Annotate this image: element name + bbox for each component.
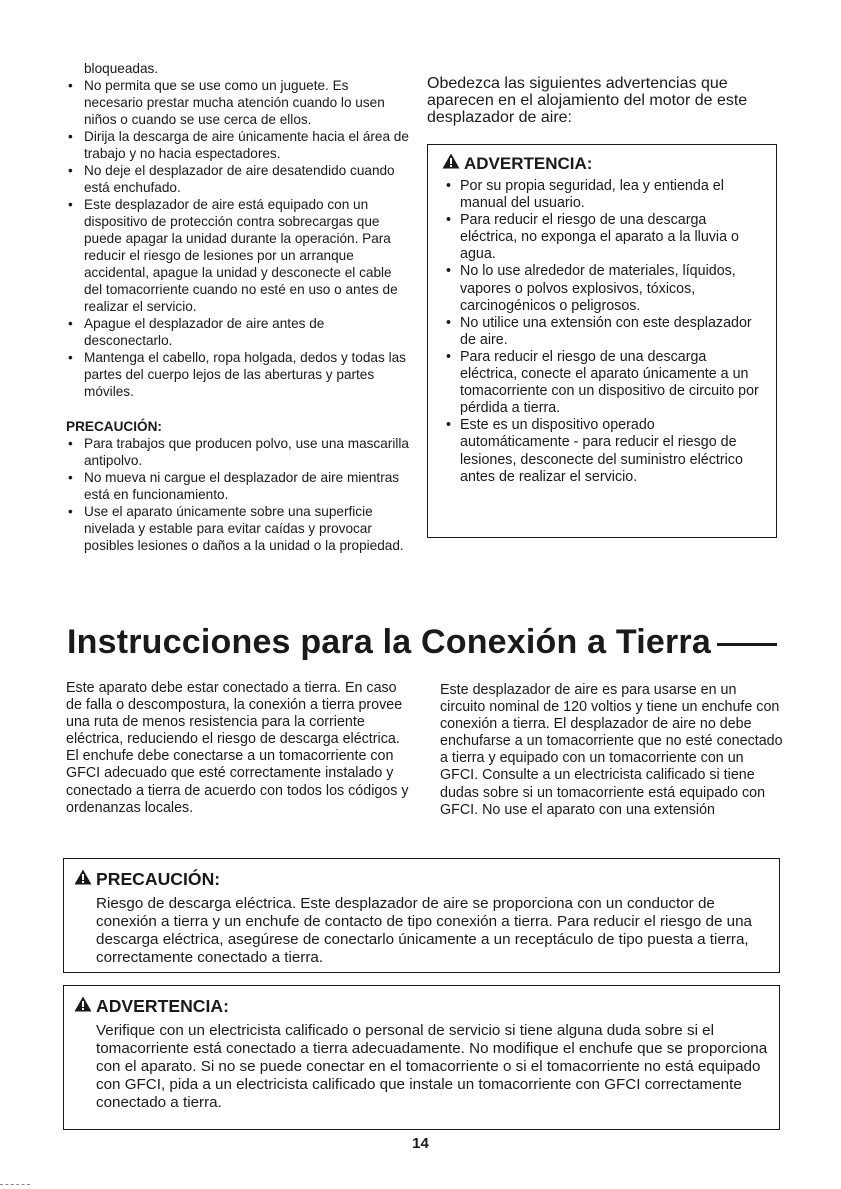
warning-list	[442, 178, 766, 486]
page-number: 14	[412, 1135, 429, 1152]
list-item: • No utilice una extensión con este desplazador de aire.	[442, 315, 766, 349]
continued-text: bloqueadas.	[84, 61, 159, 76]
warning-title: ADVERTENCIA:	[464, 153, 593, 173]
caution-list	[66, 435, 411, 554]
grounding-paragraph-right: Este desplazador de aire es para usarse en un circuito nominal de 120 voltios y tiene un enchufe con conexión a tierra. El desplazador de aire no debe enchufarse a un tomacorriente que no esté conectado a tierra y equipado con un tomacorriente con un GFCI. Consulte a un electricista calificado si tiene dudas sobre si un tomacorriente está equipado con GFCI. No use el aparato con una extensión	[440, 682, 783, 818]
safety-rules-column	[66, 60, 411, 554]
warning-title: ADVERTENCIA:	[96, 996, 229, 1016]
list-item: • Para reducir el riesgo de una descarga eléctrica, no exponga el aparato a la lluvia o agua.	[442, 212, 766, 263]
list-item: • Este es un dispositivo operado automáticamente - para reducir el riesgo de lesiones, desconecte del suministro eléctrico antes de realizar el servicio.	[442, 417, 766, 485]
warning-box-grounding	[63, 985, 780, 1130]
list-item: • No mueva ni cargue el desplazador de aire mientras está en funcionamiento.	[66, 469, 411, 503]
section-title: Instrucciones para la Conexión a Tierra	[67, 622, 711, 661]
heading-rule	[717, 643, 777, 646]
warning-heading	[74, 996, 769, 1016]
list-item: • Dirija la descarga de aire únicamente hacia el área de trabajo y no hacia espectadores.	[66, 128, 411, 162]
list-item: • No deje el desplazador de aire desatendido cuando está enchufado.	[66, 162, 411, 196]
motor-housing-intro: Obedezca las siguientes advertencias que aparecen en el alojamiento del motor de este desplazador de aire:	[427, 75, 748, 126]
list-item: • No lo use alrededor de materiales, líquidos, vapores o polvos explosivos, tóxicos, carcinogénicos o peligrosos.	[442, 263, 766, 314]
list-item: • Para reducir el riesgo de una descarga eléctrica, conecte el aparato únicamente a un tomacorriente con un dispositivo de circuito por pérdida a tierra.	[442, 349, 766, 417]
list-item: • Mantenga el cabello, ropa holgada, dedos y todas las partes del cuerpo lejos de las aberturas y partes móviles.	[66, 349, 411, 400]
warning-box-housing	[427, 144, 777, 538]
list-item: • Apague el desplazador de aire antes de desconectarlo.	[66, 315, 411, 349]
list-item: • Por su propia seguridad, lea y entienda el manual del usuario.	[442, 178, 766, 212]
warning-triangle-icon	[442, 153, 460, 174]
list-item: • Este desplazador de aire está equipado con un dispositivo de protección contra sobrecargas que puede apagar la unidad durante la operación. Para reducir el riesgo de lesiones por un arranque accidental, apague la unidad y desconecte el cable del tomacorriente cuando no esté en uso o antes de realizar el servicio.	[66, 196, 411, 315]
crop-mark	[0, 1184, 30, 1186]
list-item: • Para trabajos que producen polvo, use una mascarilla antipolvo.	[66, 435, 411, 469]
section-heading	[67, 620, 777, 664]
list-item: • No permita que se use como un juguete. Es necesario prestar mucha atención cuando lo usen niños o cuando se use cerca de ellos.	[66, 77, 411, 128]
warning-triangle-icon	[74, 996, 92, 1016]
list-item: • Use el aparato únicamente sobre una superficie nivelada y estable para evitar caídas y provocar posibles lesiones o daños a la unidad o la propiedad.	[66, 503, 411, 554]
warning-body: Verifique con un electricista calificado o personal de servicio si tiene alguna duda sobre si el tomacorriente está conectado a tierra adecuadamente. No modifique el enchufe que se proporciona con el aparato. Si no se puede conectar en el tomacorriente o si el tomacorriente no está equipado con GFCI, pida a un electricista calificado que instale un tomacorriente con GFCI correctamente conectado a tierra.	[96, 1022, 768, 1111]
safety-rules-list	[66, 77, 411, 400]
caution-title: PRECAUCIÓN:	[96, 869, 221, 889]
caution-subheading: PRECAUCIÓN:	[66, 419, 162, 434]
caution-body: Riesgo de descarga eléctrica. Este desplazador de aire se proporciona con un conductor de conexión a tierra y un enchufe de contacto de tipo conexión a tierra. Para reducir el riesgo de una descarga eléctrica, asegúrese de conectarlo únicamente a un receptáculo de tipo puesta a tierra, correctamente conectado a tierra.	[96, 895, 752, 966]
warning-heading	[442, 153, 766, 174]
caution-heading	[74, 869, 769, 889]
caution-box	[63, 858, 780, 973]
warning-triangle-icon	[74, 869, 92, 889]
grounding-paragraph-left: Este aparato debe estar conectado a tierra. En caso de falla o descompostura, la conexión a tierra provee una ruta de menos resistencia para la corriente eléctrica, reduciendo el riesgo de descarga eléctrica. El enchufe debe conectarse a un tomacorriente con GFCI adecuado que esté correctamente instalado y conectado a tierra de acuerdo con todos los códigos y ordenanzas locales.	[66, 680, 409, 816]
